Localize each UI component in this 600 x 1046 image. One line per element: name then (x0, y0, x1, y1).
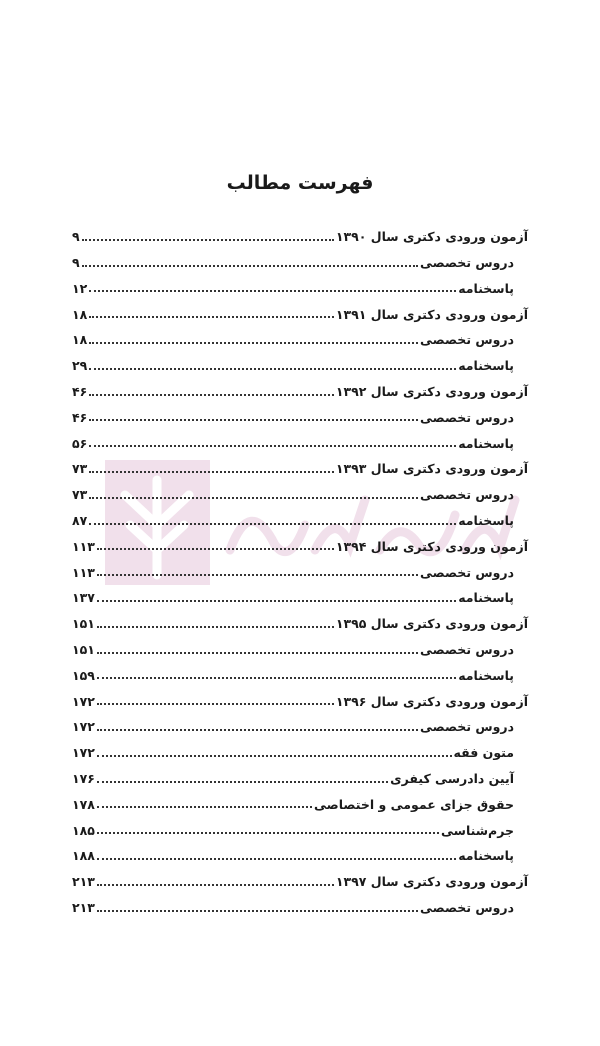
toc-entry-page: ۱۷۲ (72, 745, 95, 761)
dot-leader (89, 290, 456, 292)
dot-leader (97, 832, 439, 834)
toc-entry[interactable] (72, 736, 528, 762)
toc-entry-page: ۴۶ (72, 384, 88, 400)
toc-entry-title: آزمون ورودی دکتری سال ۱۳۹۱ (335, 306, 528, 322)
toc-entry-title: آیین دادرسی کیفری (390, 771, 514, 787)
toc-entry-page: ۷۳ (72, 487, 88, 503)
dot-leader (89, 523, 456, 525)
dot-leader (97, 703, 334, 705)
toc-entry-page: ۲۱۳ (72, 874, 95, 890)
toc-entry-title: آزمون ورودی دکتری سال ۱۳۹۳ (335, 461, 528, 477)
toc-entry-page: ۱۷۲ (72, 693, 95, 709)
dot-leader (97, 729, 418, 731)
toc-entry[interactable] (72, 220, 528, 246)
toc-entry-title: آزمون ورودی دکتری سال ۱۳۹۲ (335, 384, 528, 400)
toc-entry[interactable] (72, 478, 528, 504)
toc-entry-page: ۴۶ (72, 409, 88, 425)
toc-entry-title: دروس تخصصی (420, 642, 514, 658)
toc-entry-page: ۱۵۹ (72, 667, 95, 683)
toc-entry-page: ۱۷۶ (72, 771, 95, 787)
toc-entry-page: ۱۷۲ (72, 719, 95, 735)
toc-entry[interactable] (72, 426, 528, 452)
table-of-contents (72, 220, 528, 917)
dot-leader (89, 342, 418, 344)
dot-leader (89, 316, 334, 318)
toc-entry-title: پاسخنامه (458, 590, 514, 606)
dot-leader (97, 600, 456, 602)
toc-entry[interactable] (72, 633, 528, 659)
dot-leader (97, 884, 334, 886)
toc-entry[interactable] (72, 504, 528, 530)
toc-entry-title: آزمون ورودی دکتری سال ۱۳۹۶ (335, 693, 528, 709)
toc-entry-title: پاسخنامه (458, 280, 514, 296)
toc-entry-page: ۵۶ (72, 435, 88, 451)
toc-entry-title: حقوق جزای عمومی و اختصاصی (314, 796, 514, 812)
toc-entry-title: دروس تخصصی (420, 255, 514, 271)
toc-entry-title: دروس تخصصی (420, 719, 514, 735)
toc-entry-title: دروس تخصصی (420, 900, 514, 916)
toc-entry-title: دروس تخصصی (420, 487, 514, 503)
dot-leader (97, 858, 456, 860)
toc-entry[interactable] (72, 813, 528, 839)
dot-leader (97, 652, 418, 654)
toc-entry-title: پاسخنامه (458, 513, 514, 529)
toc-entry-title: دروس تخصصی (420, 409, 514, 425)
toc-entry-page: ۱۲ (72, 280, 88, 296)
toc-entry[interactable] (72, 401, 528, 427)
dot-leader (89, 471, 334, 473)
toc-entry-page: ۱۵۱ (72, 642, 95, 658)
dot-leader (97, 910, 418, 912)
dot-leader (97, 677, 456, 679)
toc-entry[interactable] (72, 865, 528, 891)
toc-entry-title: پاسخنامه (458, 848, 514, 864)
toc-entry[interactable] (72, 375, 528, 401)
toc-entry[interactable] (72, 684, 528, 710)
dot-leader (97, 781, 388, 783)
toc-entry[interactable] (72, 839, 528, 865)
dot-leader (82, 239, 334, 241)
toc-entry-page: ۱۱۳ (72, 564, 95, 580)
toc-entry[interactable] (72, 581, 528, 607)
toc-entry-page: ۲۱۳ (72, 900, 95, 916)
toc-entry[interactable] (72, 297, 528, 323)
toc-entry-title: پاسخنامه (458, 667, 514, 683)
dot-leader (97, 574, 418, 576)
toc-entry-title: پاسخنامه (458, 358, 514, 374)
toc-entry-page: ۱۸ (72, 332, 88, 348)
toc-entry-title: دروس تخصصی (420, 332, 514, 348)
toc-entry[interactable] (72, 530, 528, 556)
dot-leader (89, 368, 456, 370)
toc-entry[interactable] (72, 555, 528, 581)
toc-entry-page: ۷۳ (72, 461, 88, 477)
toc-entry-page: ۱۷۸ (72, 796, 95, 812)
toc-entry[interactable] (72, 272, 528, 298)
toc-entry-title: آزمون ورودی دکتری سال ۱۳۹۷ (335, 874, 528, 890)
dot-leader (89, 497, 418, 499)
toc-entry-page: ۱۸۵ (72, 822, 95, 838)
toc-entry[interactable] (72, 891, 528, 917)
page-title: فهرست مطالب (226, 172, 374, 194)
toc-entry[interactable] (72, 788, 528, 814)
dot-leader (82, 265, 418, 267)
toc-entry-title: آزمون ورودی دکتری سال ۱۳۹۰ (335, 229, 528, 245)
toc-entry-title: جرم‌شناسی (441, 822, 514, 838)
toc-entry-page: ۱۳۷ (72, 590, 95, 606)
dot-leader (97, 626, 334, 628)
toc-entry[interactable] (72, 452, 528, 478)
toc-entry[interactable] (72, 323, 528, 349)
toc-entry-page: ۱۵۱ (72, 616, 95, 632)
dot-leader (89, 419, 418, 421)
toc-entry-page: ۱۱۳ (72, 538, 95, 554)
dot-leader (97, 806, 312, 808)
toc-entry-page: ۱۸۸ (72, 848, 95, 864)
toc-entry-page: ۸۷ (72, 513, 88, 529)
toc-entry-title: آزمون ورودی دکتری سال ۱۳۹۴ (335, 538, 528, 554)
toc-entry-title: آزمون ورودی دکتری سال ۱۳۹۵ (335, 616, 528, 632)
toc-entry[interactable] (72, 710, 528, 736)
toc-entry-page: ۱۸ (72, 306, 88, 322)
dot-leader (89, 445, 456, 447)
dot-leader (89, 394, 334, 396)
toc-entry-page: ۲۹ (72, 358, 88, 374)
toc-entry-page: ۹ (72, 255, 80, 271)
toc-entry[interactable] (72, 349, 528, 375)
toc-entry[interactable] (72, 607, 528, 633)
toc-entry[interactable] (72, 659, 528, 685)
toc-entry-title: دروس تخصصی (420, 564, 514, 580)
toc-entry[interactable] (72, 762, 528, 788)
toc-entry[interactable] (72, 246, 528, 272)
toc-entry-title: متون فقه (453, 745, 514, 761)
toc-entry-page: ۹ (72, 229, 80, 245)
toc-entry-title: پاسخنامه (458, 435, 514, 451)
dot-leader (97, 755, 452, 757)
dot-leader (97, 548, 334, 550)
